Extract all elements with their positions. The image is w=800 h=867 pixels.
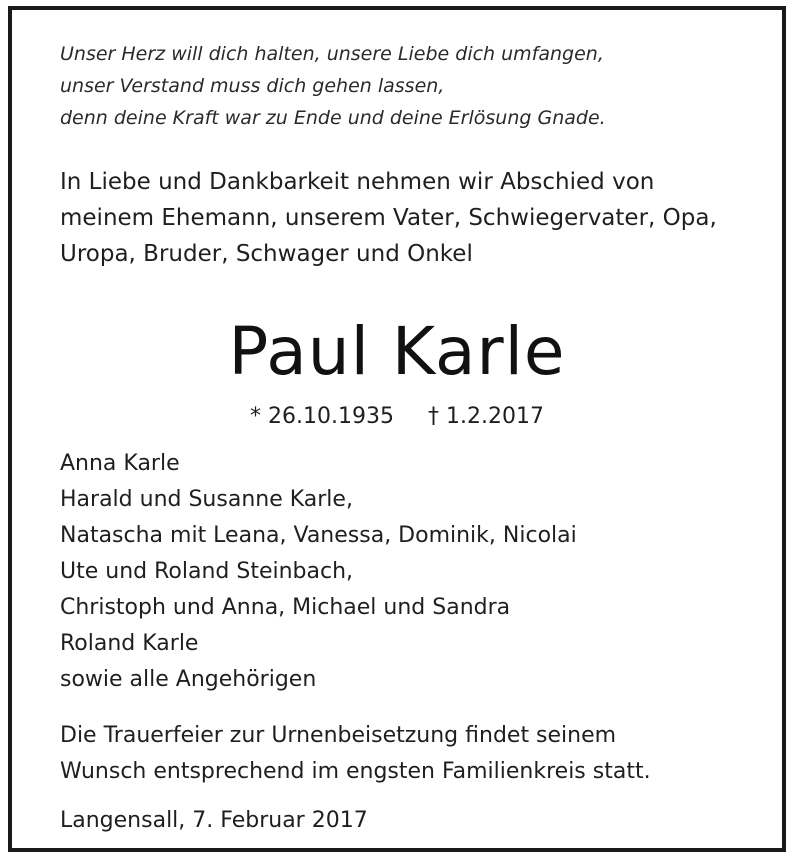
poem-line: Unser Herz will dich halten, unsere Liebe dich umfangen, <box>60 43 604 65</box>
mourner-line: Anna Karle <box>60 451 180 476</box>
mourner-line: Ute und Roland Steinbach, <box>60 559 354 584</box>
poem-line: denn deine Kraft war zu Ende und deine Erlösung Gnade. <box>60 107 606 129</box>
mourner-line: Natascha mit Leana, Vanessa, Dominik, Nicolai <box>60 523 577 548</box>
mourner-line: Christoph und Anna, Michael und Sandra <box>60 595 511 620</box>
ceremony-line: Die Trauerfeier zur Urnenbeisetzung findet seinem <box>60 723 617 748</box>
deceased-name: Paul Karle <box>228 313 566 390</box>
poem <box>60 38 606 134</box>
mourner-line: Roland Karle <box>60 631 199 656</box>
intro-line: Uropa, Bruder, Schwager und Onkel <box>60 241 473 267</box>
intro-line: In Liebe und Dankbarkeit nehmen wir Abschied von <box>60 169 655 195</box>
ceremony-line: Wunsch entsprechend im engsten Familienkreis statt. <box>60 759 651 784</box>
mourner-line: Harald und Susanne Karle, <box>60 487 353 512</box>
death-date: † 1.2.2017 <box>428 404 544 429</box>
poem-line: unser Verstand muss dich gehen lassen, <box>60 75 445 97</box>
ceremony-text <box>60 718 651 790</box>
place-and-date: Langensall, 7. Februar 2017 <box>60 808 368 833</box>
birth-date: * 26.10.1935 <box>250 404 394 429</box>
mourner-line: sowie alle Angehörigen <box>60 667 317 692</box>
intro-text <box>60 164 717 272</box>
intro-line: meinem Ehemann, unserem Vater, Schwiegervater, Opa, <box>60 205 717 231</box>
mourners-list <box>60 446 577 698</box>
obituary-notice <box>8 6 786 852</box>
life-dates <box>12 402 782 432</box>
